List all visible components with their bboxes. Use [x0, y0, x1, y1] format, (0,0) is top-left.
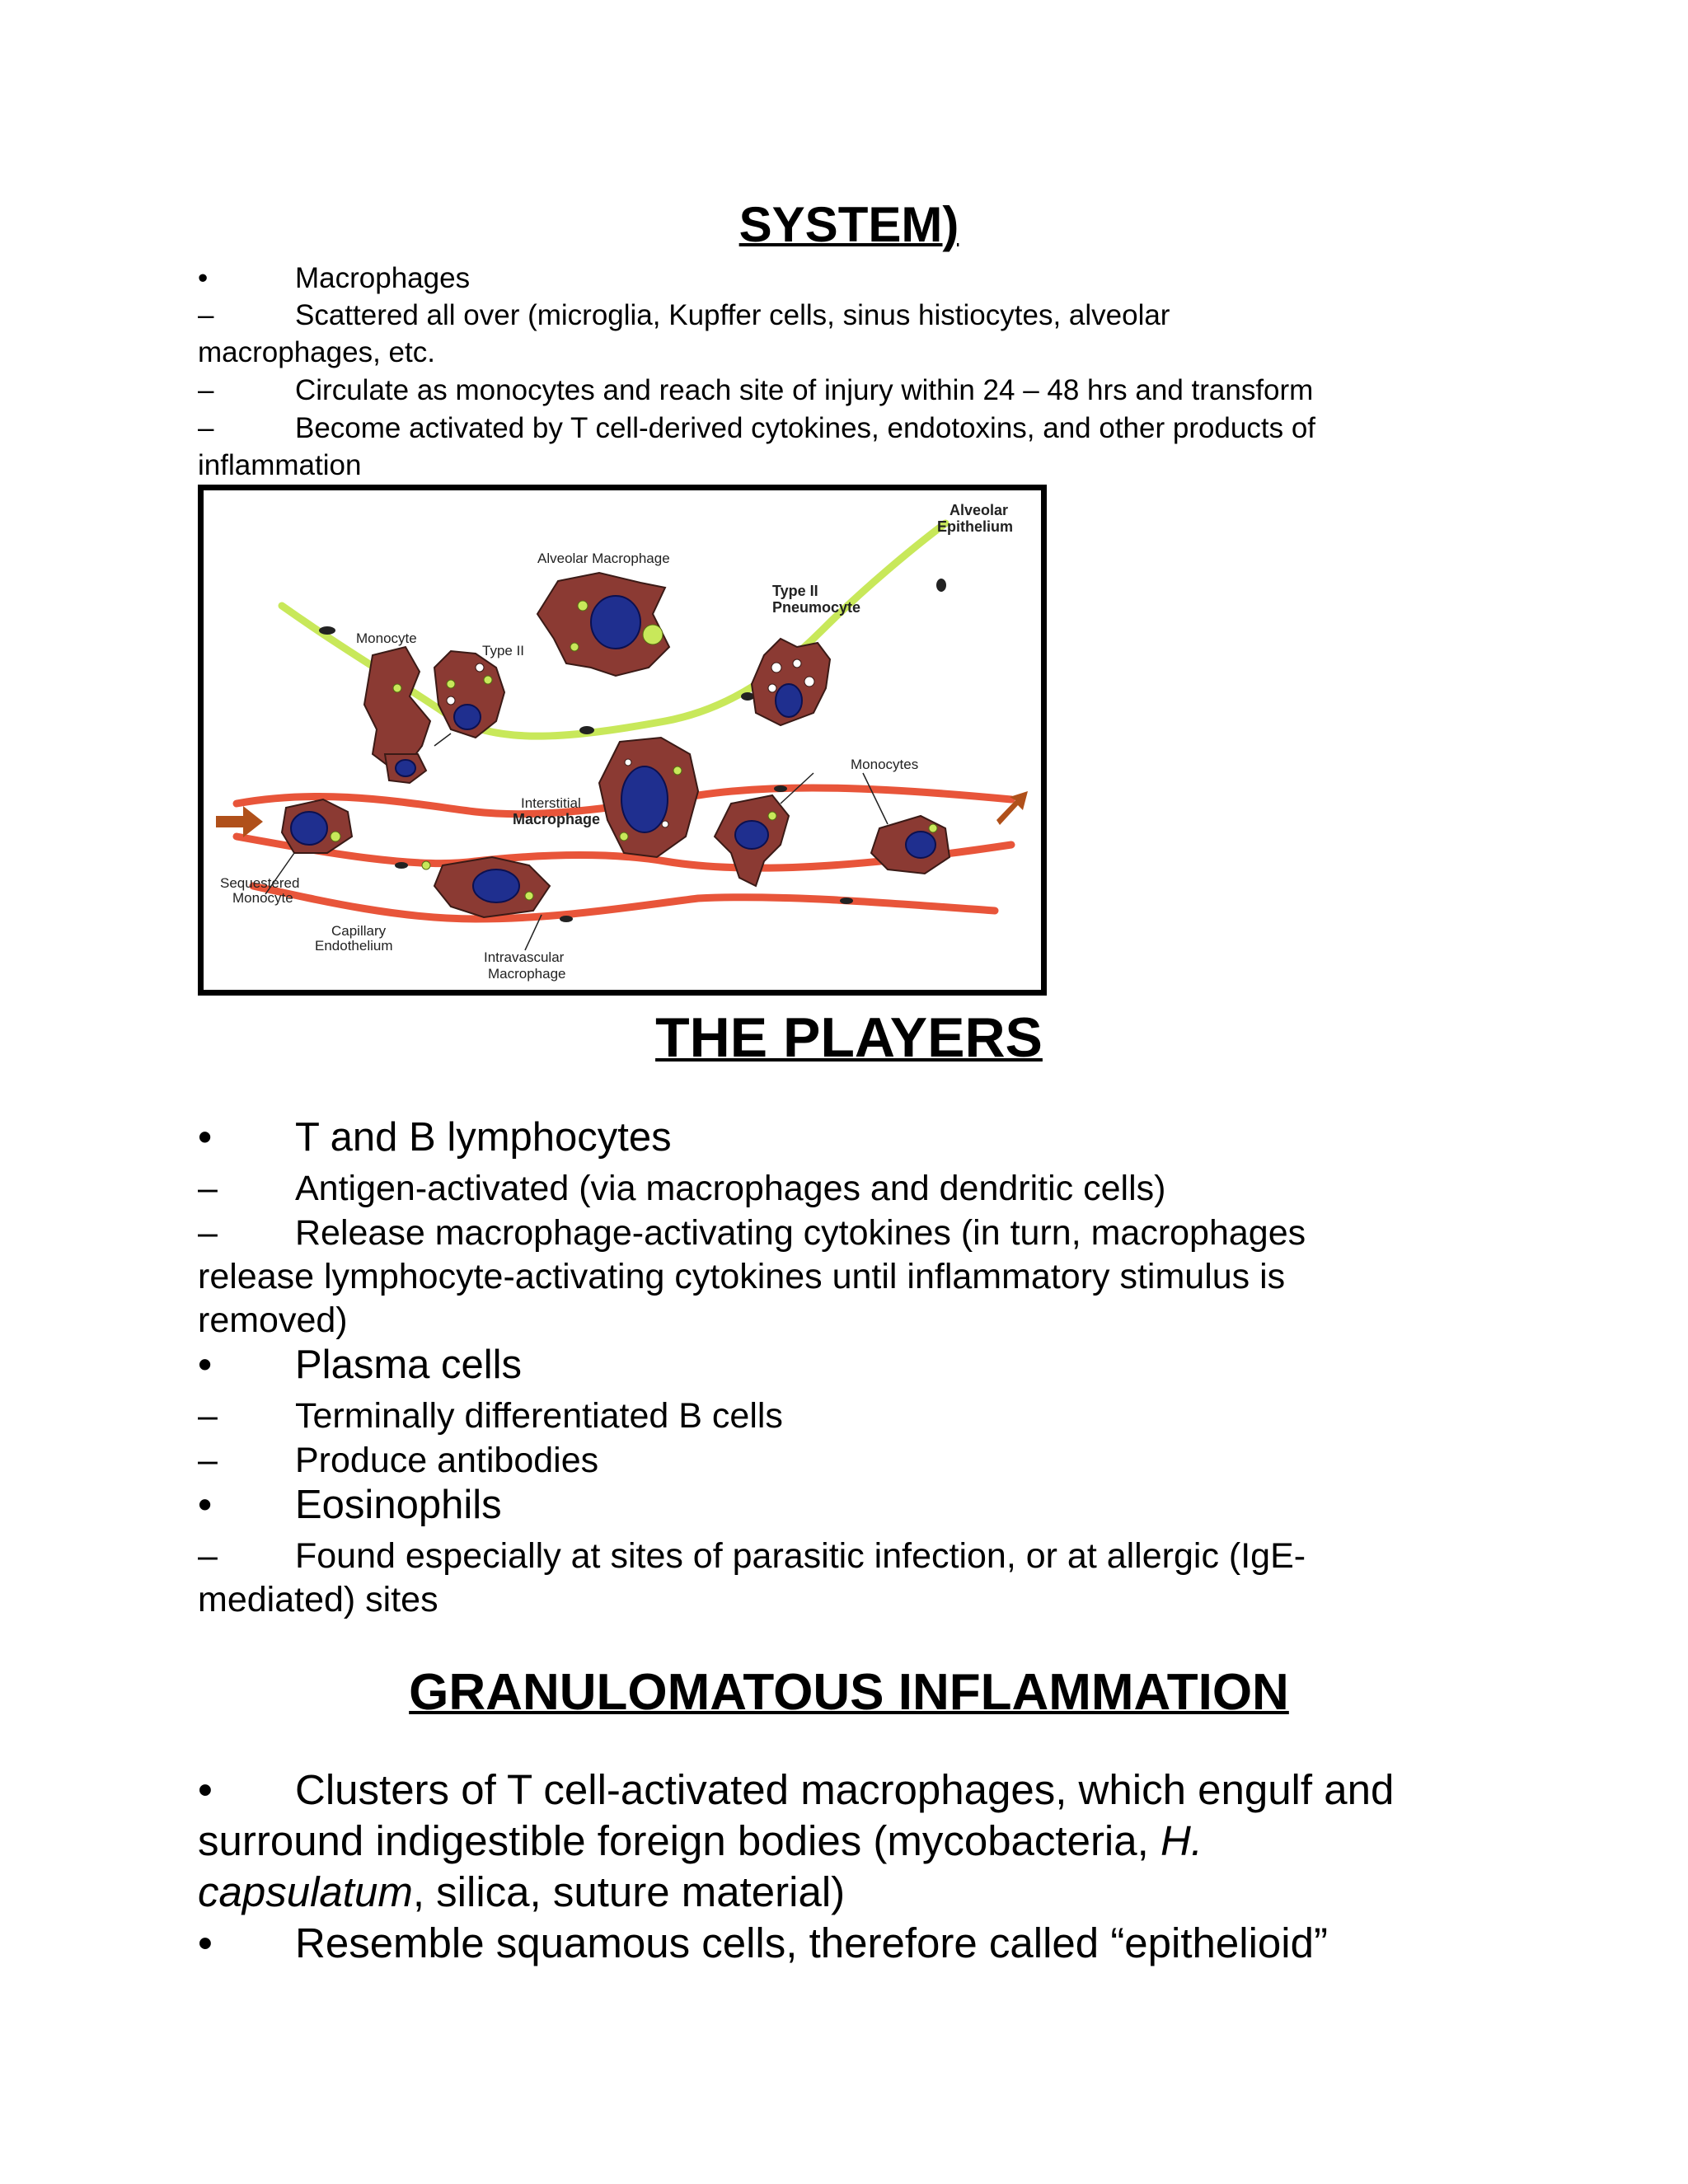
sub-item-scattered-cont: macrophages, etc.: [198, 336, 435, 368]
list-item-clusters-cont: surround indigestible foreign bodies (mycobacteria, H.: [198, 1817, 1203, 1864]
section-heading-granulomatous: GRANULOMATOUS INFLAMMATION: [409, 1664, 1289, 1721]
sub-item-release: Release macrophage-activating cytokines (in turn, macrophages: [295, 1213, 1306, 1253]
label-alveolar-epithelium-2: Epithelium: [937, 518, 1014, 535]
flow-arrow-left: [216, 806, 263, 837]
label-capillary: Capillary: [331, 923, 387, 939]
nucleus: [735, 821, 768, 849]
sub-item-release-cont: release lymphocyte-activating cytokines until inflammatory stimulus is: [198, 1257, 1286, 1296]
list-item-plasma-cells: Plasma cells: [295, 1343, 523, 1387]
capillary-endothelium-bottom: [253, 886, 995, 919]
sub-item-parasitic: Found especially at sites of parasitic infection, or at allergic (IgE-: [295, 1536, 1306, 1576]
label-type2-pneumocyte-2: Pneumocyte: [772, 599, 861, 616]
label-interstitial: Interstitial: [521, 795, 581, 811]
label-type2: Type II: [482, 643, 525, 658]
label-monocytes: Monocytes: [851, 757, 919, 772]
list-item-clusters-cont2: capsulatum, silica, suture material): [198, 1868, 846, 1915]
bullet-marker: •: [198, 1766, 213, 1813]
bullet-marker: •: [198, 1343, 213, 1387]
nucleus: [454, 705, 481, 729]
sub-item-parasitic-cont: mediated) sites: [198, 1580, 438, 1619]
section-heading-system: SYSTEM): [738, 197, 959, 252]
label-alveolar-macrophage: Alveolar Macrophage: [537, 551, 670, 566]
sub-item-activated: Become activated by T cell-derived cytokines, endotoxins, and other products of: [295, 412, 1316, 444]
dash-marker: –: [198, 1213, 218, 1253]
label-type2-pneumocyte: Type II: [772, 583, 818, 599]
list-item-macrophages: Macrophages: [295, 262, 471, 294]
section-heading-players: THE PLAYERS: [655, 1006, 1043, 1069]
list-item-eosinophils: Eosinophils: [295, 1483, 502, 1527]
monocyte-cell-top: [364, 647, 430, 766]
dash-marker: –: [198, 374, 214, 406]
label-alveolar-epithelium: Alveolar: [950, 502, 1009, 518]
nucleus: [473, 869, 519, 902]
label-interstitial-2: Macrophage: [513, 811, 601, 827]
nucleus: [906, 832, 935, 858]
dash-marker: –: [198, 412, 214, 444]
nucleus: [396, 760, 415, 776]
dash-marker: –: [198, 1169, 218, 1208]
bullet-marker: •: [198, 262, 209, 294]
macrophage-diagram-svg: [204, 490, 1041, 990]
label-sequestered-2: Monocyte: [232, 890, 293, 906]
nucleus: [291, 812, 327, 845]
nucleus: [776, 684, 802, 717]
sub-item-scattered: Scattered all over (microglia, Kupffer cells, sinus histiocytes, alveolar: [295, 299, 1170, 331]
label-capillary-2: Endothelium: [315, 938, 393, 954]
sub-item-antibodies: Produce antibodies: [295, 1441, 599, 1480]
dash-marker: –: [198, 299, 214, 331]
label-intravascular-2: Macrophage: [488, 966, 566, 982]
label-intravascular: Intravascular: [484, 949, 565, 965]
macrophage-diagram: [198, 485, 1047, 996]
sub-item-circulate: Circulate as monocytes and reach site of injury within 24 – 48 hrs and transform: [295, 374, 1314, 406]
list-item-lymphocytes: T and B lymphocytes: [295, 1115, 672, 1160]
sub-item-terminally: Terminally differentiated B cells: [295, 1396, 783, 1436]
sub-item-antigen: Antigen-activated (via macrophages and dendritic cells): [295, 1169, 1166, 1208]
sub-item-activated-cont: inflammation: [198, 449, 362, 481]
sub-item-release-cont2: removed): [198, 1301, 348, 1340]
list-item-epithelioid: Resemble squamous cells, therefore called “epithelioid”: [295, 1919, 1328, 1966]
bullet-marker: •: [198, 1115, 213, 1160]
nucleus: [621, 766, 668, 832]
label-sequestered: Sequestered: [220, 875, 300, 891]
label-monocyte: Monocyte: [356, 630, 417, 646]
bullet-marker: •: [198, 1483, 213, 1527]
dash-marker: –: [198, 1536, 218, 1576]
nucleus: [591, 596, 640, 649]
list-item-clusters: Clusters of T cell-activated macrophages, which engulf and: [295, 1766, 1395, 1813]
bullet-marker: •: [198, 1919, 213, 1966]
dash-marker: –: [198, 1441, 218, 1480]
dash-marker: –: [198, 1396, 218, 1436]
